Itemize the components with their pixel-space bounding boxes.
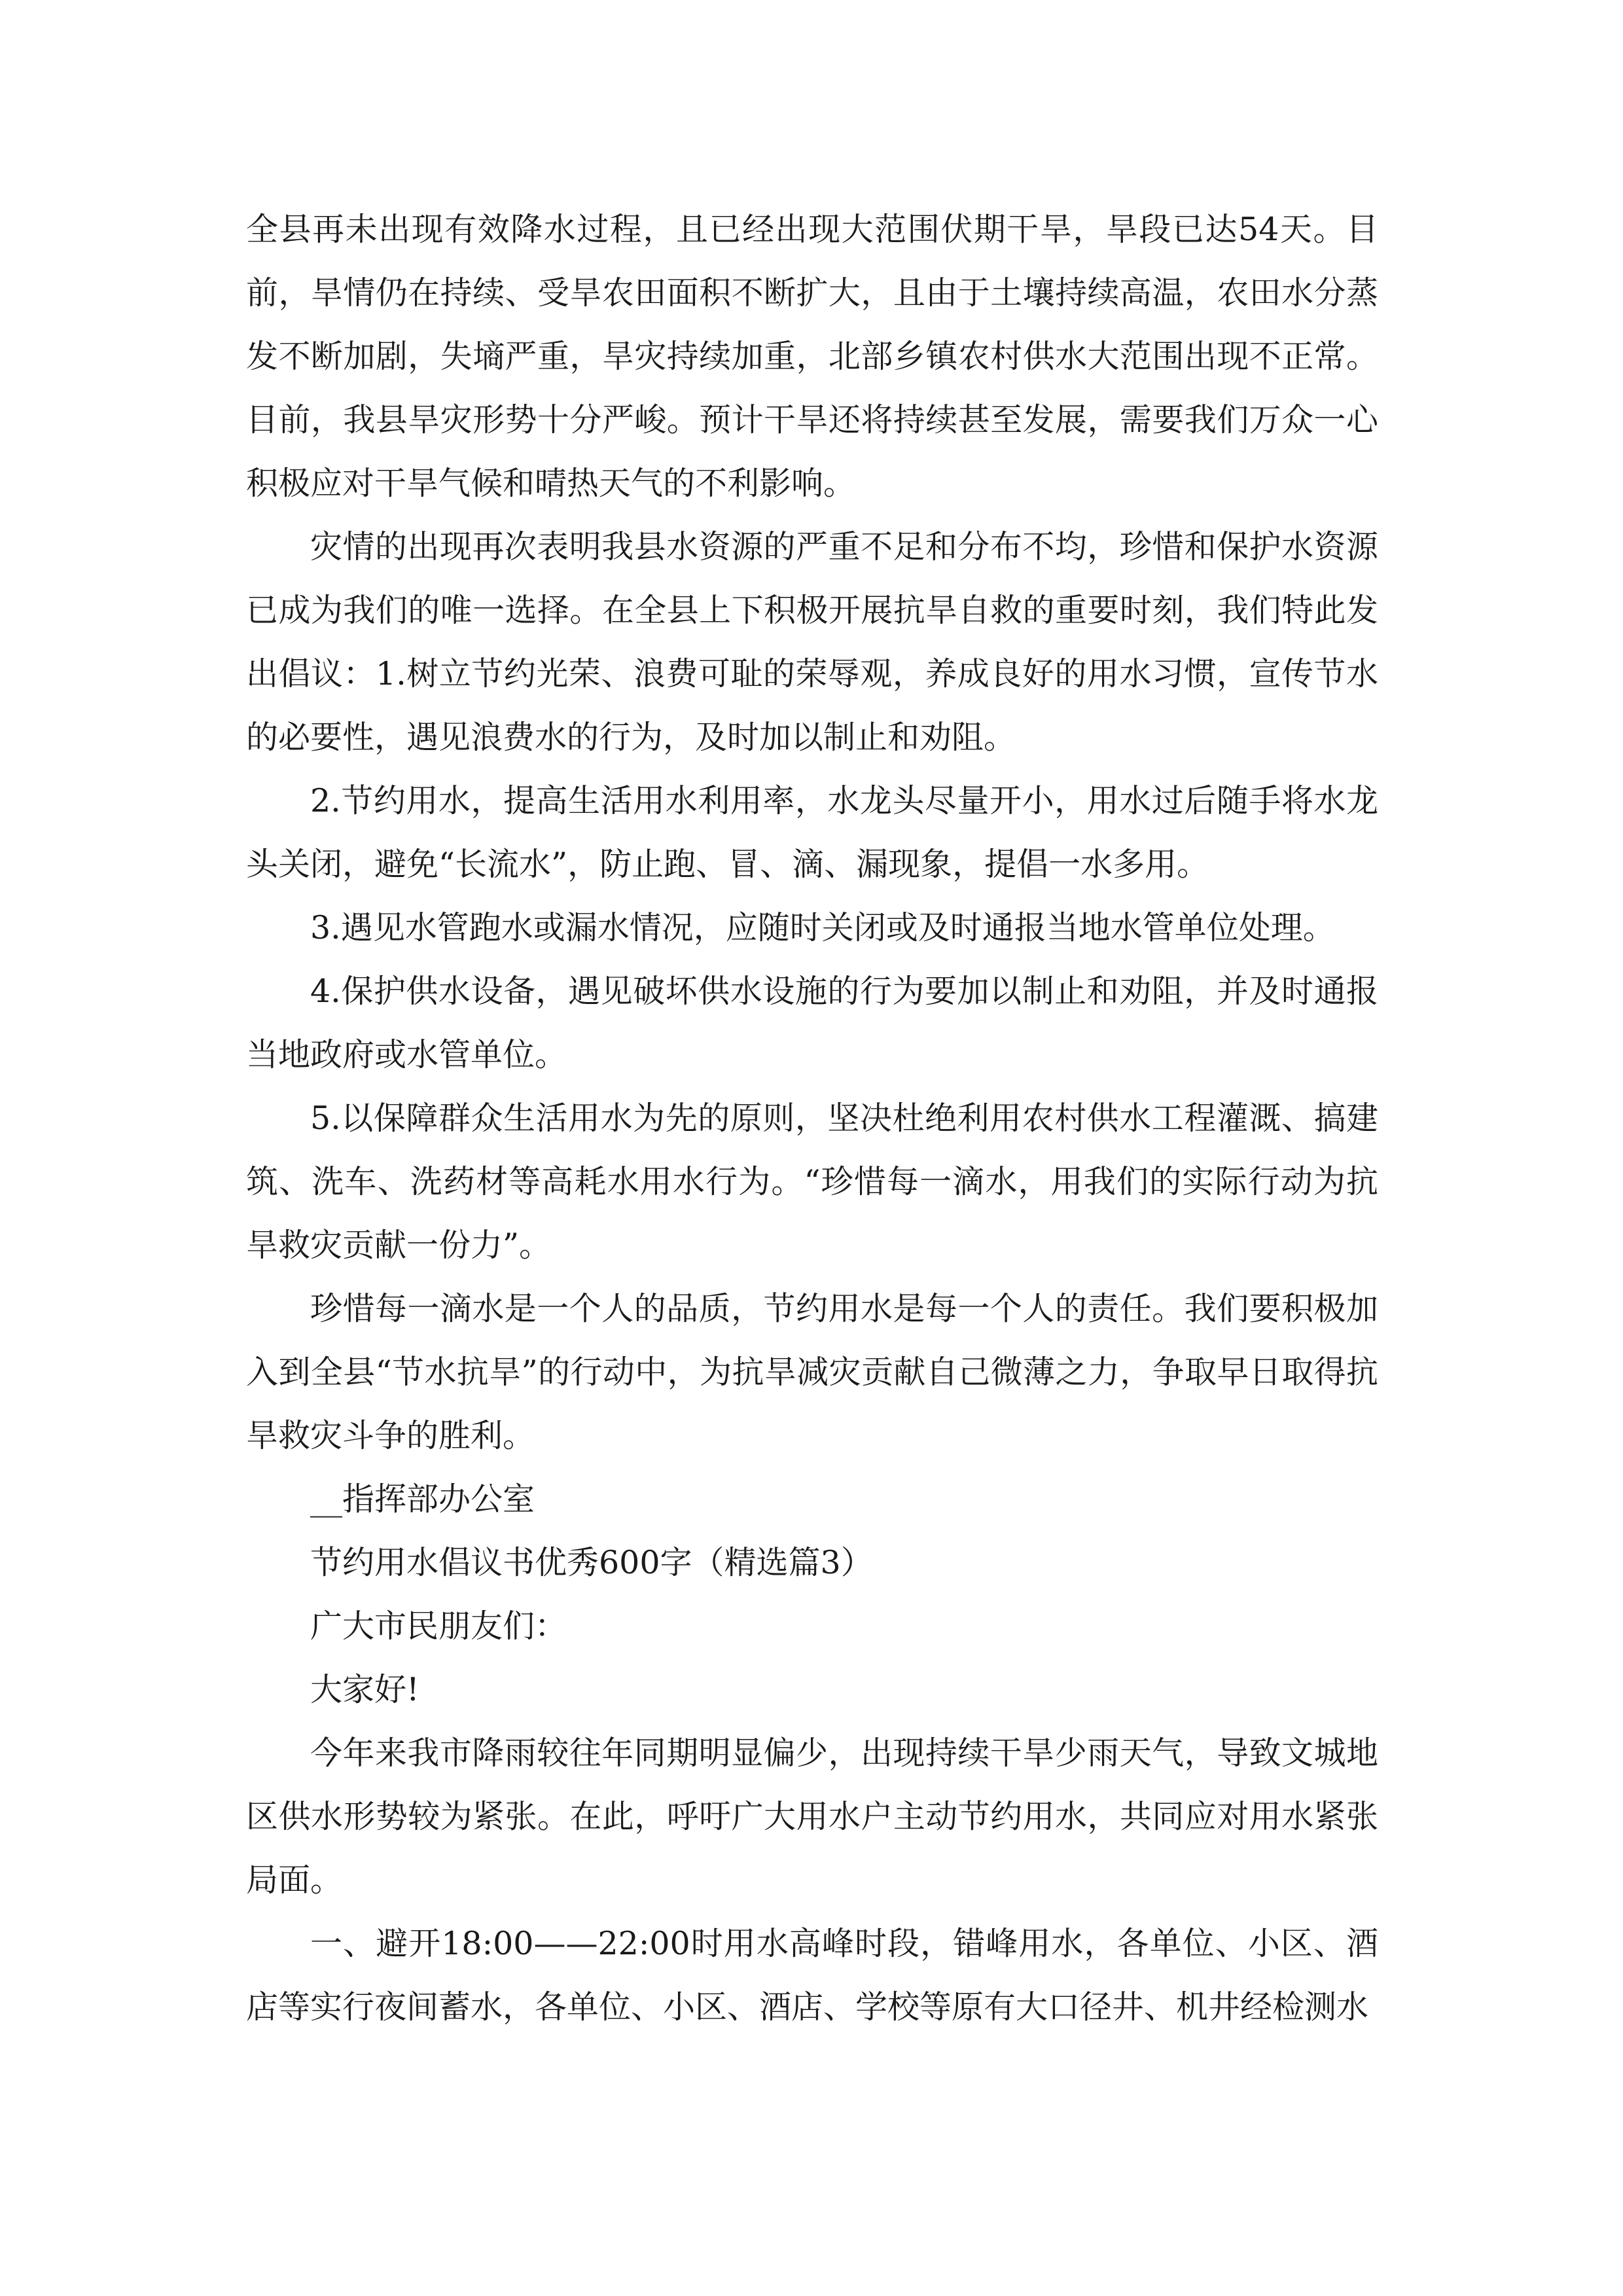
paragraph-city-situation: 今年来我市降雨较往年同期明显偏少，出现持续干旱少雨天气，导致文城地区供水形势较为紧张。在此，呼吁广大用水户主动节约用水，共同应对用水紧张局面。	[246, 1734, 1378, 1899]
document-body	[246, 198, 1378, 2039]
paragraph-closing: 珍惜每一滴水是一个人的品质，节约用水是每一个人的责任。我们要积极加入到全县“节水抗旱”的行动中，为抗旱减灾贡献自己微薄之力，争取早日取得抗旱救灾斗争的胜利。	[246, 1290, 1378, 1454]
paragraph-measure-1: 一、避开18:00——22:00时用水高峰时段，错峰用水，各单位、小区、酒店等实行夜间蓄水，各单位、小区、酒店、学校等原有大口径井、机井经检测水	[246, 1925, 1378, 2026]
salutation: 广大市民朋友们：	[310, 1607, 567, 1645]
section-title: 节约用水倡议书优秀600字（精选篇3）	[310, 1544, 873, 1581]
paragraph-item-2: 2.节约用水，提高生活用水利用率，水龙头尽量开小，用水过后随手将水龙头关闭，避免“长流水”，防止跑、冒、滴、漏现象，提倡一水多用。	[246, 782, 1378, 883]
paragraph-item-3: 3.遇见水管跑水或漏水情况，应随时关闭或及时通报当地水管单位处理。	[310, 909, 1335, 946]
signature-office: __指挥部办公室	[310, 1480, 535, 1518]
paragraph-proposal-intro: 灾情的出现再次表明我县水资源的严重不足和分布不均，珍惜和保护水资源已成为我们的唯一选择。在全县上下积极开展抗旱自救的重要时刻，我们特此发出倡议：1.树立节约光荣、浪费可耻的荣辱观，养成良好的用水习惯，宣传节水的必要性，遇见浪费水的行为，及时加以制止和劝阻。	[246, 528, 1378, 756]
paragraph-item-5: 5.以保障群众生活用水为先的原则，坚决杜绝利用农村供水工程灌溉、搞建筑、洗车、洗药材等高耗水用水行为。“珍惜每一滴水，用我们的实际行动为抗旱救灾贡献一份力”。	[246, 1100, 1378, 1264]
paragraph-drought-status: 全县再未出现有效降水过程，且已经出现大范围伏期干旱，旱段已达54天。目前，旱情仍在持续、受旱农田面积不断扩大，且由于土壤持续高温，农田水分蒸发不断加剧，失墒严重，旱灾持续加重，北部乡镇农村供水大范围出现不正常。目前，我县旱灾形势十分严峻。预计干旱还将持续甚至发展，需要我们万众一心积极应对干旱气候和晴热天气的不利影响。	[246, 211, 1378, 502]
greeting: 大家好!	[310, 1671, 419, 1708]
paragraph-item-4: 4.保护供水设备，遇见破坏供水设施的行为要加以制止和劝阻，并及时通报当地政府或水管单位。	[246, 973, 1378, 1073]
